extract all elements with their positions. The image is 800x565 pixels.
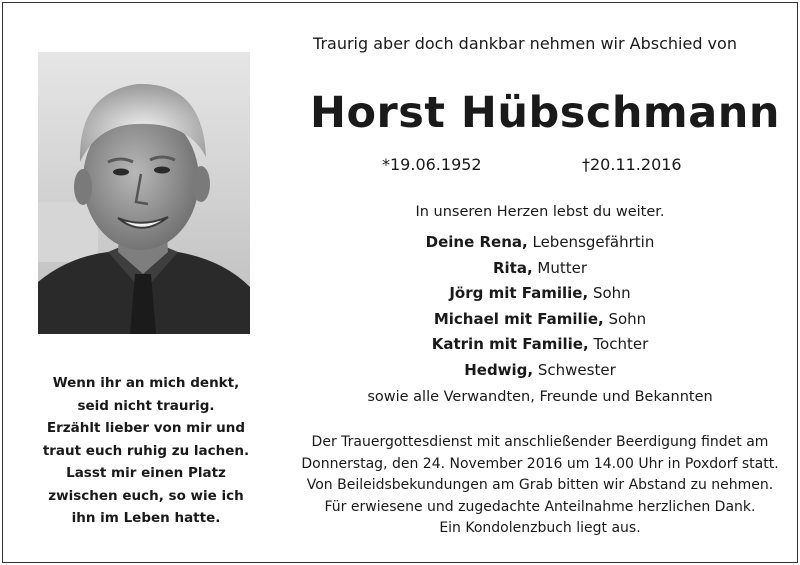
deceased-name: Horst Hübschmann <box>310 88 780 138</box>
mourner-relation: Sohn <box>603 309 647 328</box>
mourner-relation: Sohn <box>588 284 631 302</box>
poem-line: Wenn ihr an mich denkt, <box>52 375 240 391</box>
poem-line: seid nicht traurig. <box>77 397 215 414</box>
service-info <box>270 432 800 540</box>
intro-text: Traurig aber doch dankbar nehmen wir Abschied von <box>313 34 737 53</box>
service-line: Für erwiesene und zugedachte Anteilnahme herzlichen Dank. <box>324 498 756 515</box>
mourner-name: Katrin mit Familie, <box>431 335 589 353</box>
mourner-relation: Lebensgefährtin <box>527 233 655 251</box>
mourner-name: Rita, <box>492 258 533 277</box>
mourner-item <box>270 307 800 333</box>
memorial-poem <box>18 372 274 530</box>
mourner-item <box>270 281 800 307</box>
mourner-relation: Tochter <box>588 335 649 353</box>
mourner-name: Jörg mit Familie, <box>449 284 589 302</box>
poem-line: Erzählt lieber von mir und <box>46 420 246 436</box>
poem-line: Lasst mir einen Platz <box>66 465 226 481</box>
service-line: Ein Kondolenzbuch liegt aus. <box>439 520 641 536</box>
mourner-item <box>270 230 800 256</box>
mourner-item <box>270 332 800 358</box>
motto-text: In unseren Herzen lebst du weiter. <box>415 204 665 220</box>
death-date: †20.11.2016 <box>582 155 682 174</box>
mourner-item <box>270 256 800 282</box>
poem-line: traut euch ruhig zu lachen. <box>42 442 250 459</box>
mourner-name: Hedwig, <box>464 360 534 379</box>
mourner-name: Michael mit Familie, <box>433 309 604 328</box>
portrait-photo <box>38 52 250 334</box>
relatives-line: sowie alle Verwandten, Freunde und Bekannten <box>367 389 713 405</box>
mourners-list <box>270 230 800 383</box>
service-line: Von Beileidsbekundungen am Grab bitten wir Abstand zu nehmen. <box>306 477 774 493</box>
service-line: Der Trauergottesdienst mit anschließender Beerdigung findet am <box>311 434 769 450</box>
mourner-relation: Mutter <box>532 258 588 277</box>
birth-date: *19.06.1952 <box>382 155 482 174</box>
poem-line: ihn im Leben hatte. <box>71 510 221 526</box>
service-line: Donnerstag, den 24. November 2016 um 14.00 Uhr in Poxdorf statt. <box>301 455 779 472</box>
mourner-name: Deine Rena, <box>425 233 528 251</box>
mourner-relation: Schwester <box>533 360 616 379</box>
mourner-item <box>270 358 800 384</box>
poem-line: zwischen euch, so wie ich <box>48 487 244 504</box>
